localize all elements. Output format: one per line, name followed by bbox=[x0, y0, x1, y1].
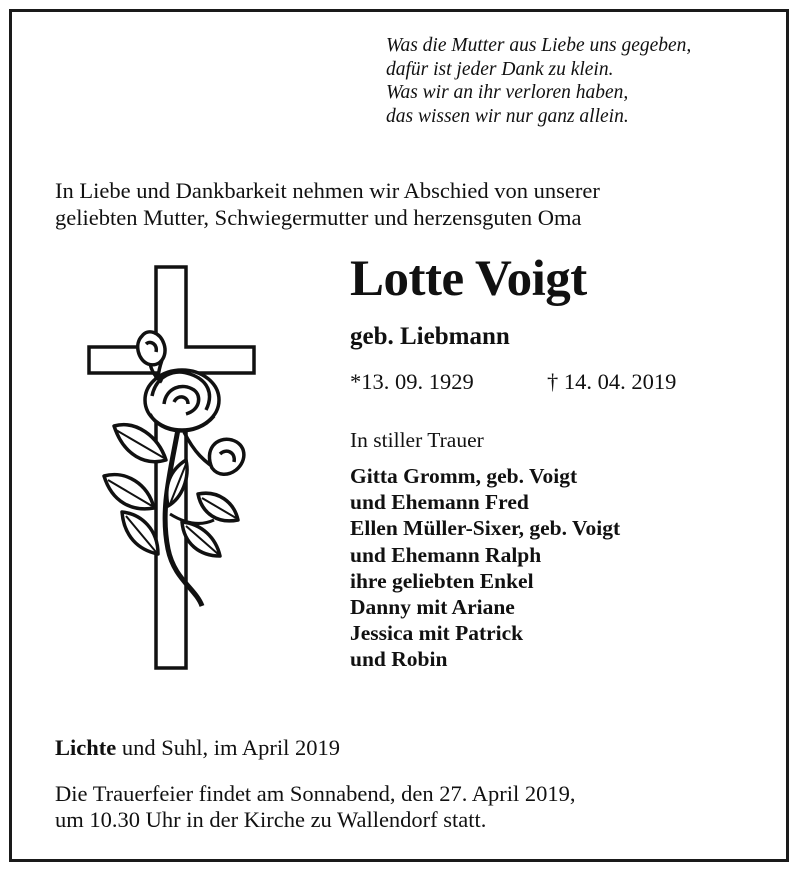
mourner-line: Jessica mit Patrick bbox=[350, 621, 524, 646]
cross-with-roses-icon bbox=[86, 264, 258, 672]
mourner-line: ihre geliebten Enkel bbox=[350, 568, 534, 593]
place-date-text: und Suhl, im April 2019 bbox=[116, 735, 341, 760]
mourner-line: Danny mit Ariane bbox=[350, 595, 515, 620]
maiden-name: geb. Liebmann bbox=[350, 323, 510, 350]
birth-date: *13. 09. 1929 bbox=[350, 369, 474, 394]
deceased-name: Lotte Voigt bbox=[350, 251, 587, 307]
mourner-line: und Robin bbox=[350, 647, 448, 672]
mourner-line: und Ehemann Fred bbox=[350, 490, 529, 515]
mourning-label: In stiller Trauer bbox=[350, 428, 484, 452]
mourners-list bbox=[350, 463, 620, 673]
poem-line: das wissen wir nur ganz allein. bbox=[386, 105, 629, 127]
mourner-line: Ellen Müller-Sixer, geb. Voigt bbox=[350, 516, 621, 541]
intro-line: In Liebe und Dankbarkeit nehmen wir Abschied von unserer bbox=[55, 178, 600, 203]
town-name: Lichte bbox=[55, 735, 117, 760]
mourner-line: Gitta Gromm, geb. Voigt bbox=[350, 464, 578, 488]
memorial-poem bbox=[386, 34, 691, 128]
poem-line: dafür ist jeder Dank zu klein. bbox=[386, 58, 614, 80]
death-date: † 14. 04. 2019 bbox=[547, 369, 677, 394]
funeral-line: Die Trauerfeier findet am Sonnabend, den 27. April 2019, bbox=[55, 781, 576, 806]
farewell-intro bbox=[55, 177, 600, 231]
place-and-date bbox=[55, 734, 340, 762]
funeral-line: um 10.30 Uhr in der Kirche zu Wallendorf statt. bbox=[55, 807, 487, 832]
poem-line: Was die Mutter aus Liebe uns gegeben, bbox=[386, 35, 692, 56]
funeral-info bbox=[55, 781, 576, 833]
intro-line: geliebten Mutter, Schwiegermutter und herzensguten Oma bbox=[55, 205, 582, 230]
mourner-line: und Ehemann Ralph bbox=[350, 542, 542, 567]
poem-line: Was wir an ihr verloren haben, bbox=[386, 82, 629, 103]
